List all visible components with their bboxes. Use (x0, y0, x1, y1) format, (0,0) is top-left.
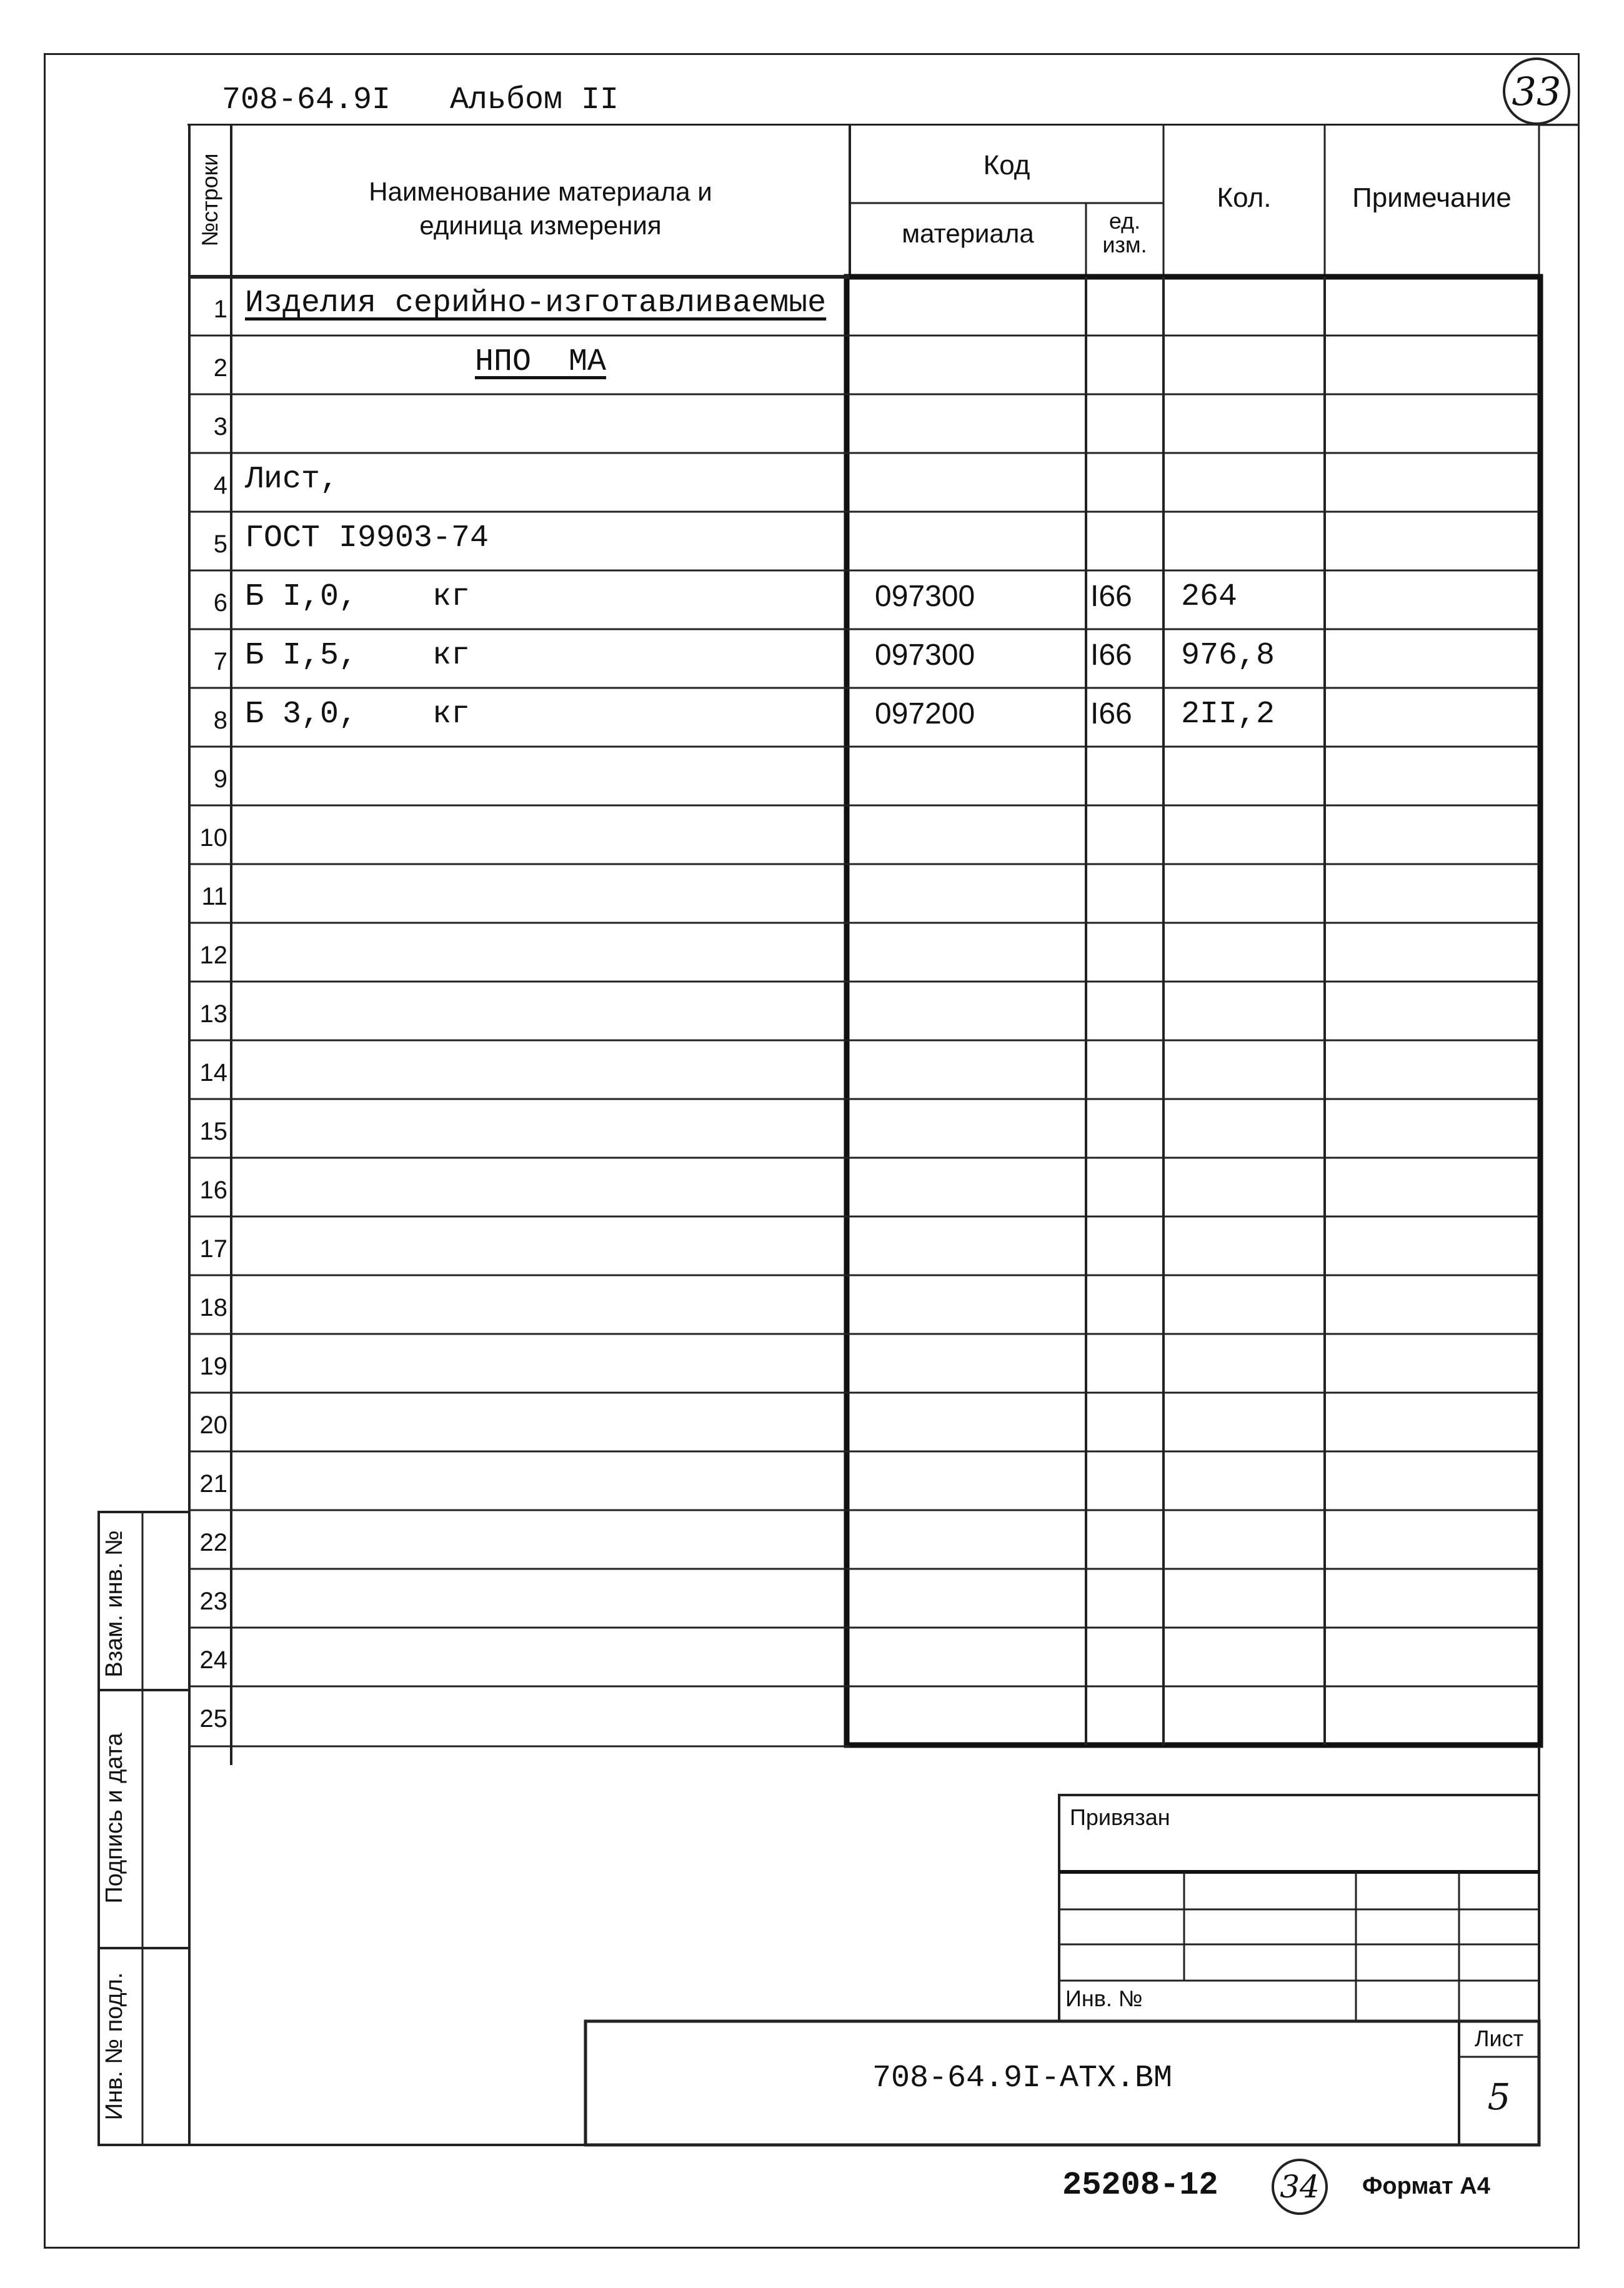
format-label: Формат А4 (1362, 2173, 1490, 2199)
header-note: Примечание (1352, 182, 1512, 213)
row-number: 16 (199, 1176, 227, 1204)
cell-code: 097200 (875, 697, 975, 730)
row-number: 4 (213, 472, 227, 499)
attached-label: Привязан (1070, 1804, 1170, 1830)
cell-code: 097300 (875, 580, 975, 613)
row-number: 20 (199, 1411, 227, 1439)
cell-qty: 976,8 (1181, 638, 1275, 674)
cell-qty: 2II,2 (1181, 697, 1275, 732)
row-number: 14 (199, 1059, 227, 1087)
row-number: 5 (213, 530, 227, 558)
stamp-replace-inv: Взам. инв. № (101, 1530, 127, 1678)
circled-number (1272, 2159, 1328, 2215)
header-qty: Кол. (1217, 182, 1272, 213)
header-row-no: №строки (197, 153, 222, 247)
row-number: 10 (199, 824, 227, 852)
stamp-inv-orig: Инв. № подл. (101, 1972, 127, 2121)
sheet-label: Лист (1474, 2026, 1524, 2051)
header-name: Наименование материала и единица измерения (369, 177, 712, 240)
row-number: 7 (213, 648, 227, 675)
row-number: 12 (199, 942, 227, 969)
row-number: 21 (199, 1470, 227, 1498)
cell-unit: I66 (1090, 639, 1132, 672)
archive-number: 25208-12 (1062, 2167, 1218, 2204)
row-number: 8 (213, 707, 227, 734)
inv-no-label: Инв. № (1065, 1986, 1143, 2011)
cell-unit: I66 (1090, 580, 1132, 613)
document-designation: 708-64.9I-АТХ.ВМ (872, 2061, 1173, 2096)
cell-name: Б I,5, кг (245, 638, 471, 674)
header-doc-code: 708-64.9I (222, 82, 391, 118)
row-number: 3 (213, 413, 227, 440)
row-number: 6 (213, 589, 227, 617)
cell-name: НПО МА (474, 344, 607, 380)
row-number: 1 (213, 296, 227, 323)
sheet-value: 5 (1487, 2076, 1511, 2118)
circled-number-text: 34 (1280, 2169, 1320, 2205)
row-number: 15 (199, 1118, 227, 1145)
row-number: 18 (199, 1294, 227, 1321)
cell-name: Б I,0, кг (245, 579, 471, 615)
row-number: 17 (199, 1235, 227, 1263)
cell-name: Лист, (245, 462, 339, 497)
header-unit: ед. изм. (1102, 208, 1147, 257)
header-material: материала (902, 219, 1034, 248)
row-number: 2 (213, 354, 227, 382)
row-number: 13 (199, 1000, 227, 1028)
cell-name: ГОСТ I9903-74 (245, 520, 489, 556)
cell-name: Б 3,0, кг (245, 697, 471, 732)
cell-name: Изделия серийно-изготавливаемые (245, 286, 827, 321)
row-number: 23 (199, 1588, 227, 1615)
row-number: 9 (213, 765, 227, 793)
row-number: 24 (199, 1646, 227, 1674)
row-number: 19 (199, 1353, 227, 1380)
row-number: 11 (201, 883, 227, 910)
row-number: 22 (199, 1529, 227, 1556)
cell-qty: 264 (1181, 579, 1238, 615)
cell-code: 097300 (875, 639, 975, 672)
cell-unit: I66 (1090, 697, 1132, 730)
stamp-sign-date: Подпись и дата (101, 1733, 127, 1904)
header-album: Альбом II (450, 82, 619, 118)
page-number: 33 (1512, 68, 1562, 114)
header-code: Код (983, 150, 1030, 181)
row-number: 25 (199, 1705, 227, 1733)
